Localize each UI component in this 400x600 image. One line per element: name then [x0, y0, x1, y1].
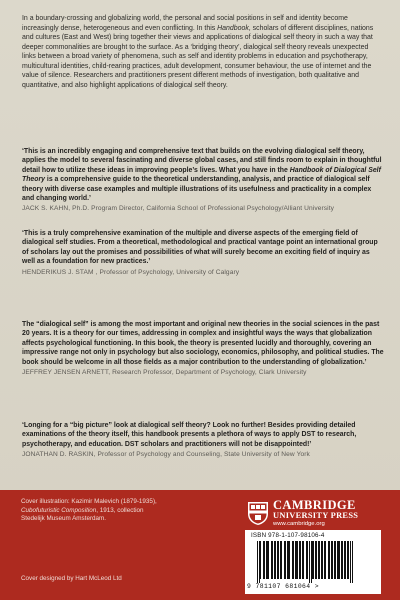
barcode-bar	[271, 541, 273, 579]
barcode-bar	[284, 541, 286, 579]
review-3	[22, 320, 384, 377]
review-attribution	[22, 204, 384, 213]
review-attribution	[22, 268, 384, 277]
barcode-bar	[295, 541, 298, 579]
review-attribution	[22, 368, 384, 377]
publisher-url: www.cambridge.org	[273, 521, 325, 527]
review-4	[22, 421, 384, 459]
barcode-bar	[263, 541, 265, 579]
cover-illustration-credit: Cover illustration: Kazimir Malevich (1879-1935), Cubofuturistic Composition, 1913, collection Stedelijk Museum Amsterdam.	[21, 498, 157, 523]
review-1	[22, 147, 384, 213]
review-quote: The “dialogical self” is among the most important and original new theories in the social sciences in the past 20 years. It is a theory for our times, addressing in complex and insightful ways the ways that globalization affects psychological functioning. In this book, the theory is presented lucidly and thoroughly, covering an impressive range not only in psychology but also sociology, economics, philosophy, and political studies. The book should be welcome in all those fields as a major contribution to the understanding of globalization.’	[22, 321, 384, 366]
barcode-bar	[277, 541, 279, 579]
barcode-bar	[302, 541, 304, 579]
barcode-bar	[274, 541, 276, 579]
barcode-bar	[257, 541, 258, 583]
barcode-bar	[334, 541, 336, 579]
publisher-press: UNIVERSITY PRESS	[273, 511, 359, 520]
footer-band	[0, 490, 400, 600]
barcode-panel	[245, 530, 381, 594]
barcode-bar	[350, 541, 351, 583]
barcode-bar	[321, 541, 323, 579]
review-2	[22, 229, 384, 277]
barcode-bar	[309, 541, 310, 583]
review-quote: ‘This is a truly comprehensive examination of the multiple and diverse aspects of the emerging field of dialogical self studies. From a theoretical, methodological and practical vantage point an international group of scholars lay out the promises and possibilities of what will surely become an exciting field of inquiry as well as a foundation for new practices.’	[22, 230, 378, 266]
barcode-bar	[259, 541, 260, 583]
review-quote: ‘This is an incredibly engaging and comprehensive text that builds on the evolving dialogical self theory, applies the model to several fascinating and diverse global cases, and still finds room to explain in thoughtful detail how to utilize these ideas in improving people’s lives. What you have in the Handbook of Dialogical Self Theory is a comprehensive guide to the theoretical understanding, analysis, and practice of dialogical self theory with diverse case examples and multiple illustrations of its usefulness and practicality in a complex and changing world.’	[22, 148, 382, 203]
barcode-bar	[344, 541, 346, 579]
review-quote: ‘Longing for a “big picture” look at dialogical self theory? Look no further! Besides providing detailed examinations of the theory itself, this handbook presents a plethora of ways to apply DST to research, psychotherapy, and education. DST scholars and practitioners will not be disappointed!’	[22, 422, 357, 448]
barcode-bar	[341, 541, 343, 579]
barcode-bar	[280, 541, 282, 579]
publisher-name: CAMBRIDGE	[273, 498, 356, 512]
barcode-bar	[315, 541, 317, 579]
barcode-bar	[260, 541, 261, 579]
barcode-bar	[337, 541, 340, 579]
cambridge-shield-icon	[247, 501, 269, 526]
reviewer-name: JONATHAN D. RASKIN	[22, 451, 94, 459]
barcode-bar	[318, 541, 320, 579]
barcode-bar	[347, 541, 349, 579]
reviewer-affiliation: , Research Professor, Department of Psychology, Clark University	[108, 369, 307, 377]
isbn-label: ISBN 978-1-107-98106-4	[251, 532, 325, 539]
cover-designer-credit: Cover designed by Hart McLeod Ltd	[21, 575, 122, 582]
description-italic-title: Handbook	[217, 24, 249, 32]
barcode-digits: 9 781107 681064 >	[247, 583, 319, 590]
barcode-bar	[328, 541, 330, 579]
description-text-part: In a boundary-crossing and globalizing world, the personal and social positions in self and identity become increasingly dense, heterogeneous and even conflicting. In this	[22, 15, 348, 32]
barcode-bar	[299, 541, 301, 579]
barcode-bar	[312, 541, 314, 579]
barcode-bar	[324, 541, 326, 579]
barcode-bar	[311, 541, 312, 583]
barcode-bar	[287, 541, 290, 579]
barcode-bar	[266, 541, 269, 579]
barcode-bar	[292, 541, 294, 579]
description-text-part: , scholars of different disciplines, nations and cultures (East and West) bring together their views and applications of dialogical self theory in such a way that deeper commonalities are brought to the surface. As a ‘bridging theory’, dialogical self theory reveals unexpected links between a broad variety of phenomena, such as self and identity problems in education and psychotherapy, multicultural identities, child-rearing practices, adult development, consumer behaviour, the use of internet and the value of silence. Researchers and practitioners present different methods of investigation, both qualitative and quantitative, and also highlight applications of dialogical self theory.	[22, 24, 374, 89]
barcode-image	[249, 541, 377, 583]
barcode-bar	[352, 541, 353, 583]
barcode-bar	[331, 541, 333, 579]
reviewer-affiliation: , Professor of Psychology and Counseling, State University of New York	[93, 451, 310, 459]
reviewer-affiliation: , Ph.D. Program Director, California School of Professional Psychology/Alliant University	[68, 205, 335, 213]
reviewer-affiliation: , Professor of Psychology, University of Calgary	[93, 268, 240, 276]
review-attribution	[22, 450, 384, 459]
reviewer-name: JACK S. KAHN	[22, 205, 69, 213]
barcode-bar	[306, 541, 308, 579]
reviewer-name: HENDERIKUS J. STAM	[22, 268, 94, 276]
description-text	[22, 14, 382, 90]
reviewer-name: JEFFREY JENSEN ARNETT	[22, 369, 109, 377]
book-description	[22, 14, 382, 90]
